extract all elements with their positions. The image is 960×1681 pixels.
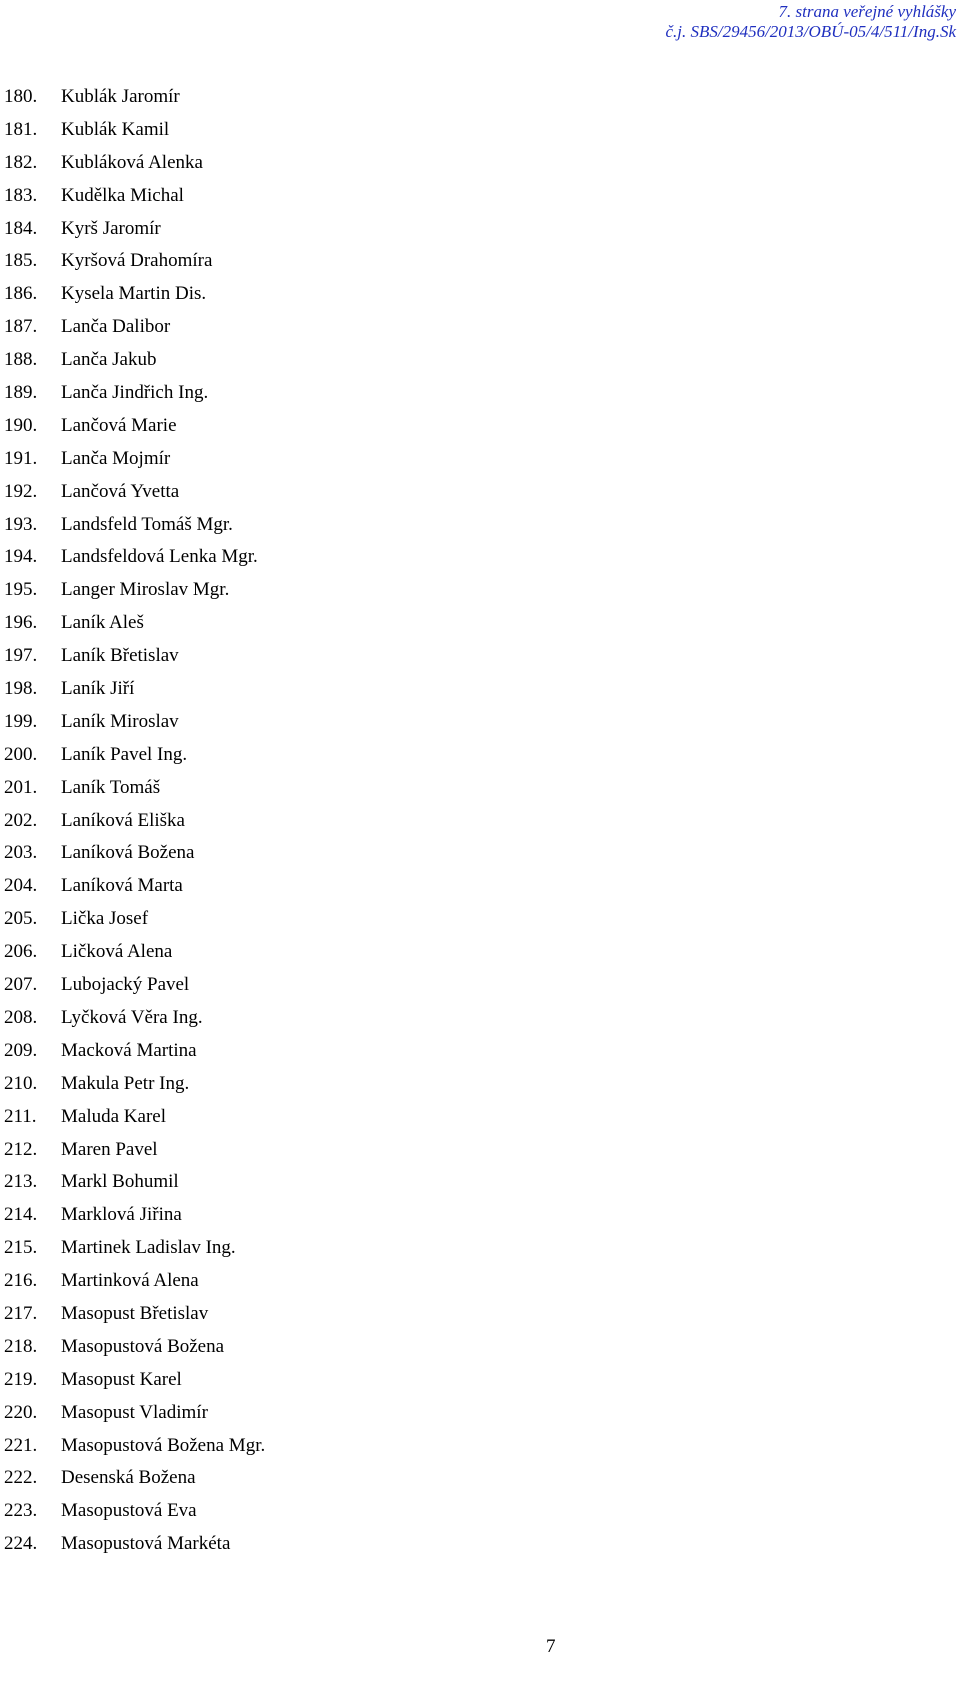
list-item [0,1232,265,1265]
list-item-number: 193. [4,513,38,535]
page-number: 7 [546,1636,556,1657]
list-item [0,1199,265,1232]
list-item-number: 201. [4,776,38,798]
list-item-number: 190. [4,414,38,436]
list-item-number: 198. [4,678,38,700]
list-item [0,969,265,1002]
list-item-name: Ličková Alena [61,941,173,963]
list-item-name: Lančová Marie [61,414,177,436]
list-item-name: Masopustová Eva [61,1500,197,1522]
list-item [0,147,265,180]
list-item-name: Martinek Ladislav Ing. [61,1237,236,1259]
header-page-info: 7. strana veřejné vyhlášky [778,2,956,21]
list-item-name: Laník Břetislav [61,645,179,667]
list-item-number: 182. [4,151,38,173]
list-item [0,772,265,805]
list-item [0,936,265,969]
list-item-number: 215. [4,1237,38,1259]
page-header [665,2,956,42]
list-item-number: 184. [4,217,38,239]
list-item [0,1331,265,1364]
list-item-number: 205. [4,908,38,930]
list-item [0,1430,265,1463]
list-item-name: Laník Pavel Ing. [61,743,188,765]
list-item-number: 187. [4,316,38,338]
list-item [0,1528,265,1561]
list-item-name: Landsfeld Tomáš Mgr. [61,513,233,535]
list-item-number: 221. [4,1434,38,1456]
list-item-name: Laník Tomáš [61,776,161,798]
list-item [0,213,265,246]
list-item-name: Lubojacký Pavel [61,974,190,996]
list-item-name: Masopustová Markéta [61,1533,231,1555]
list-item-name: Kubláková Alenka [61,151,203,173]
list-item [0,278,265,311]
list-item [0,180,265,213]
list-item [0,1298,265,1331]
list-item-number: 186. [4,283,38,305]
list-item-name: Laník Aleš [61,612,144,634]
list-item [0,1166,265,1199]
list-item-name: Macková Martina [61,1039,197,1061]
list-item-number: 207. [4,974,38,996]
list-item [0,1101,265,1134]
list-item [0,1397,265,1430]
list-item-name: Maluda Karel [61,1105,166,1127]
list-item-number: 223. [4,1500,38,1522]
list-item-name: Laník Jiří [61,678,135,700]
list-item [0,1035,265,1068]
list-item-name: Kublák Jaromír [61,86,180,107]
list-item-name: Marklová Jiřina [61,1204,182,1226]
list-item-number: 181. [4,118,38,140]
list-item-number: 214. [4,1204,38,1226]
list-item [0,837,265,870]
list-item-name: Lanča Jakub [61,349,157,371]
list-item-number: 224. [4,1533,38,1555]
list-item [0,1265,265,1298]
list-item-name: Lička Josef [61,908,149,930]
list-item-name: Kudělka Michal [61,184,184,206]
list-item-number: 194. [4,546,38,568]
list-item-name: Laníková Marta [61,875,183,897]
list-item-number: 191. [4,447,38,469]
list-item-name: Makula Petr Ing. [61,1072,190,1094]
list-item-name: Markl Bohumil [61,1171,179,1193]
list-item [0,706,265,739]
list-item-number: 180. [4,86,38,107]
list-item [0,245,265,278]
list-item-name: Langer Miroslav Mgr. [61,579,230,601]
list-item [0,574,265,607]
list-item [0,903,265,936]
list-item [0,1002,265,1035]
list-item-number: 216. [4,1270,38,1292]
list-item [0,739,265,772]
list-item [0,541,265,574]
list-item-number: 197. [4,645,38,667]
list-item-number: 212. [4,1138,38,1160]
list-item-name: Kyrš Jaromír [61,217,161,239]
list-item [0,311,265,344]
list-item-name: Landsfeldová Lenka Mgr. [61,546,258,568]
list-item-number: 217. [4,1302,38,1324]
list-item [0,1134,265,1167]
list-item-number: 203. [4,842,38,864]
list-item-name: Lyčková Věra Ing. [61,1006,203,1028]
list-item-name: Masopustová Božena [61,1335,225,1357]
list-item-name: Kublák Kamil [61,118,170,140]
list-item-number: 220. [4,1401,38,1423]
list-item-number: 222. [4,1467,38,1489]
list-item-name: Maren Pavel [61,1138,158,1160]
list-item-number: 189. [4,382,38,404]
list-item-number: 218. [4,1335,38,1357]
name-list [0,81,265,1561]
list-item [0,114,265,147]
list-item-number: 200. [4,743,38,765]
list-item [0,476,265,509]
list-item-name: Masopust Břetislav [61,1302,209,1324]
list-item [0,1495,265,1528]
list-item-number: 199. [4,710,38,732]
list-item [0,870,265,903]
header-reference-number: č.j. SBS/29456/2013/OBÚ-05/4/511/Ing.Sk [665,22,956,41]
list-item-number: 192. [4,480,38,502]
list-item-name: Laníková Božena [61,842,195,864]
list-item-number: 196. [4,612,38,634]
list-item [0,81,265,114]
list-item-name: Kyršová Drahomíra [61,250,213,272]
list-item [0,1068,265,1101]
list-item [0,1364,265,1397]
list-item-number: 204. [4,875,38,897]
list-item [0,443,265,476]
list-item-name: Lanča Mojmír [61,447,171,469]
list-item-number: 202. [4,809,38,831]
list-item [0,1462,265,1495]
list-item [0,509,265,542]
list-item-number: 213. [4,1171,38,1193]
list-item-number: 208. [4,1006,38,1028]
list-item-number: 219. [4,1368,38,1390]
list-item [0,607,265,640]
list-item-name: Lanča Jindřich Ing. [61,382,209,404]
list-item-name: Masopustová Božena Mgr. [61,1434,266,1456]
list-item-number: 183. [4,184,38,206]
list-item [0,344,265,377]
list-item-number: 210. [4,1072,38,1094]
list-item [0,410,265,443]
list-item-number: 209. [4,1039,38,1061]
list-item-name: Laník Miroslav [61,710,179,732]
list-item [0,377,265,410]
list-item-name: Lanča Dalibor [61,316,171,338]
list-item-name: Desenská Božena [61,1467,196,1489]
list-item [0,640,265,673]
list-item-number: 185. [4,250,38,272]
list-item [0,805,265,838]
list-item [0,673,265,706]
list-item-name: Kysela Martin Dis. [61,283,207,305]
list-item-number: 188. [4,349,38,371]
list-item-number: 211. [4,1105,37,1127]
list-item-name: Masopust Vladimír [61,1401,208,1423]
list-item-name: Lančová Yvetta [61,480,180,502]
list-item-name: Martinková Alena [61,1270,199,1292]
list-item-name: Laníková Eliška [61,809,185,831]
list-item-number: 195. [4,579,38,601]
list-item-name: Masopust Karel [61,1368,182,1390]
list-item-number: 206. [4,941,38,963]
